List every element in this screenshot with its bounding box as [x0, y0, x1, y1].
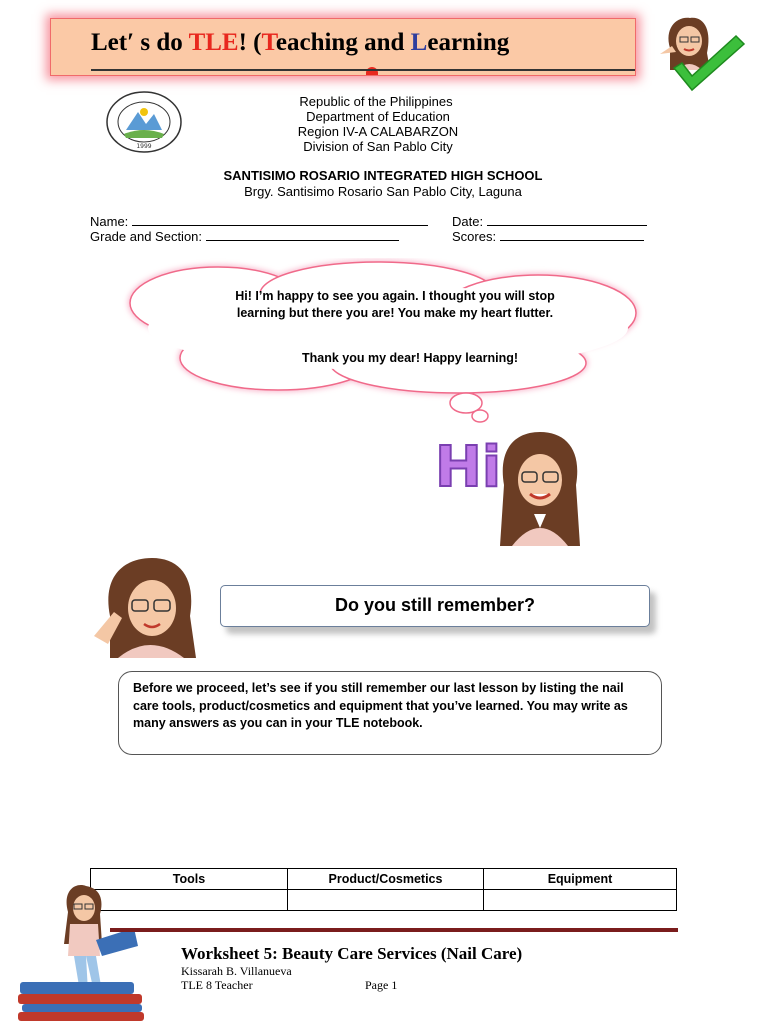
date-field[interactable]: [452, 214, 647, 229]
school-name: SANTISIMO ROSARIO INTEGRATED HIGH SCHOOL: [223, 168, 543, 183]
banner-text-part: Let′ s do: [91, 29, 189, 56]
date-line[interactable]: [487, 214, 647, 226]
grade-section-label: Grade and Section:: [90, 229, 203, 244]
footer-divider: [110, 928, 678, 932]
hi-sticker-text: Hi: [434, 435, 502, 500]
cloud-thanks: Thank you my dear! Happy learning!: [301, 351, 518, 365]
banner-text-t: T: [261, 29, 276, 56]
scores-line[interactable]: [500, 229, 644, 241]
author-name: Kissarah B. Villanueva: [181, 964, 292, 978]
grade-section-line[interactable]: [206, 229, 399, 241]
name-line[interactable]: [132, 214, 428, 226]
table-header-products: Product/Cosmetics: [288, 869, 484, 890]
answer-table: [90, 868, 677, 911]
scores-label: Scores:: [452, 229, 497, 244]
banner-text-tle: TLE: [188, 29, 239, 56]
banner-text-part: earning: [427, 29, 510, 56]
grade-section-field[interactable]: [90, 229, 399, 244]
header-region: Region IV-A CALABARZON: [297, 124, 459, 139]
table-header-equipment: Equipment: [484, 869, 677, 890]
banner-text-part: ! (: [238, 29, 262, 56]
header-republic: Republic of the Philippines: [299, 94, 453, 109]
title-banner: [50, 18, 636, 76]
worksheet-title: Worksheet 5: Beauty Care Services (Nail Care): [181, 944, 523, 963]
scores-field[interactable]: [452, 229, 644, 244]
table-cell-products[interactable]: [288, 890, 484, 911]
banner-title: [91, 29, 509, 57]
table-header-tools: Tools: [91, 869, 288, 890]
teacher-check-avatar-icon: [652, 8, 752, 100]
date-label: Date:: [452, 214, 484, 229]
cloud-message: Hi! I’m happy to see you again. I thought you will stop learning but there you are! You make my heart flutter.: [235, 289, 555, 320]
banner-text-part: eaching and: [275, 29, 411, 56]
banner-text-l: L: [410, 29, 428, 56]
header-division: Division of San Pablo City: [303, 139, 453, 154]
instructions-text: Before we proceed, let’s see if you still remember our last lesson by listing the nail care tools, product/cosmetics and equipment that you’ve learned. You may write as many answers as you can in your TLE notebook.: [133, 681, 628, 730]
author-role: TLE 8 Teacher: [181, 978, 253, 992]
school-address: Brgy. Santisimo Rosario San Pablo City, Laguna: [244, 184, 522, 199]
thought-cloud: [118, 258, 648, 428]
remember-title-box: [220, 585, 650, 627]
remember-title: Do you still remember?: [334, 595, 536, 615]
banner-underline: [91, 69, 635, 71]
teacher-avatar-waving-icon: [494, 430, 586, 548]
teacher-avatar-thinking-icon: [88, 556, 208, 660]
header-department: Department of Education: [306, 109, 450, 124]
name-label: Name:: [90, 214, 129, 229]
instructions-box: [118, 671, 662, 755]
svg-text:1999: 1999: [136, 143, 152, 150]
teacher-reading-on-books-icon: [14, 884, 148, 1022]
school-seal-logo: [104, 90, 184, 154]
page-number: Page 1: [365, 978, 398, 992]
table-row: [91, 890, 677, 911]
table-header-row: [91, 869, 677, 890]
name-field[interactable]: [90, 214, 428, 229]
table-cell-equipment[interactable]: [484, 890, 677, 911]
